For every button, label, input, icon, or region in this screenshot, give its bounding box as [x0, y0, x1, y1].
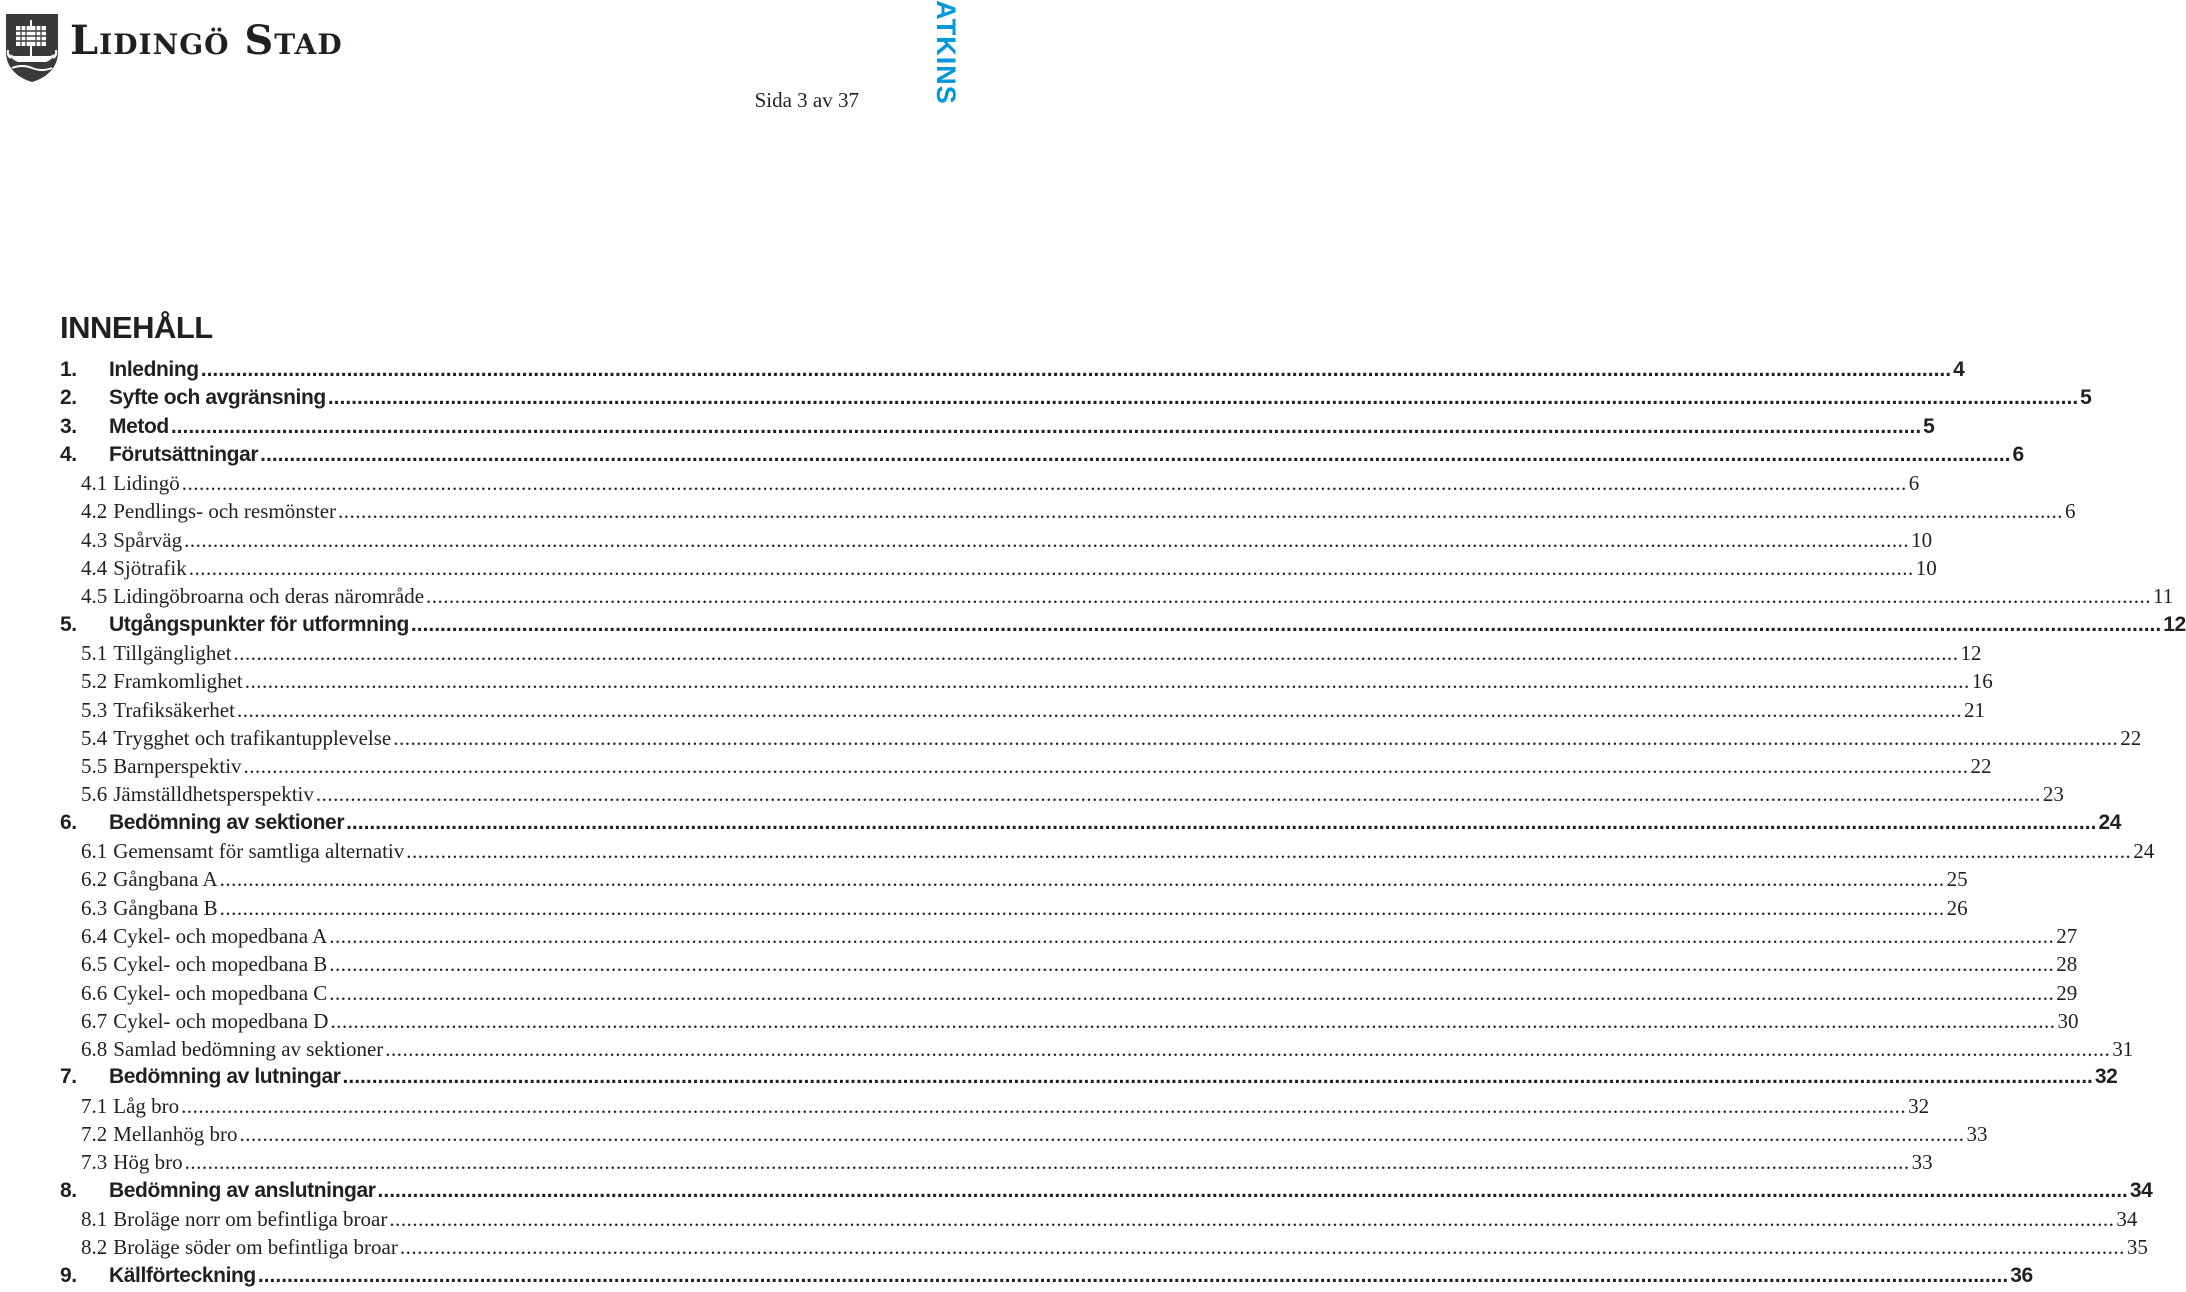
toc-dot-leader: ............................................................................................................................................................................................................................................................................................................: [426, 584, 2152, 609]
toc-entry-page: 26: [1946, 895, 1968, 920]
toc-dot-leader: ............................................................................................................................................................................................................................................................................................................: [338, 499, 2064, 524]
toc-entry-page: 23: [2042, 782, 2064, 807]
toc-entry-number: 5.5: [81, 754, 108, 779]
toc-entry-number: 5.2: [81, 669, 108, 694]
toc-entry-title: Samlad bedömning av sektioner: [113, 1037, 384, 1062]
toc-entry-page: 5: [1923, 414, 1935, 438]
toc-entry-page: 29: [2056, 980, 2078, 1005]
toc-dot-leader: ............................................................................................................................................................................................................................................................................................................: [329, 923, 2055, 948]
toc-dot-leader: ............................................................................................................................................................................................................................................................................................................: [329, 980, 2055, 1005]
toc-entry-number: 8.1: [81, 1206, 108, 1231]
toc-entry-number: 6.5: [81, 952, 108, 977]
toc-entry-number: 5.1: [81, 640, 108, 665]
toc-entry-6-2[interactable]: [60, 867, 1968, 895]
toc-entry-number: 5.: [60, 612, 77, 636]
toc-entry-4-3[interactable]: [60, 527, 1933, 556]
toc-entry-title: Bedömning av sektioner: [109, 810, 345, 834]
toc-entry-title: Jämställdhetsperspektiv: [113, 782, 314, 807]
toc-entry-2[interactable]: [60, 386, 2092, 414]
toc-entry-title: Cykel- och mopedbana C: [113, 980, 328, 1005]
toc-entry-4-4[interactable]: [60, 556, 1937, 584]
toc-dot-leader: ............................................................................................................................................................................................................................................................................................................: [188, 556, 1914, 581]
toc-heading: INNEHÅLL: [60, 310, 213, 345]
toc-entry-6-3[interactable]: [60, 895, 1968, 924]
lidingo-stad-logo: [4, 12, 343, 84]
toc-entry-5-2[interactable]: [60, 669, 1993, 697]
toc-entry-5[interactable]: [60, 612, 2186, 641]
toc-dot-leader: ............................................................................................................................................................................................................................................................................................................: [393, 725, 2119, 750]
toc-entry-title: Gångbana B: [113, 895, 218, 920]
toc-entry-title: Syfte och avgränsning: [109, 386, 326, 410]
toc-entry-8-1[interactable]: [60, 1206, 2138, 1235]
toc-entry-page: 12: [2163, 612, 2186, 636]
toc-entry-page: 30: [2057, 1008, 2079, 1033]
toc-entry-page: 33: [1966, 1122, 1988, 1147]
toc-entry-number: 5.6: [81, 782, 108, 807]
toc-entry-6-8[interactable]: [60, 1037, 2134, 1065]
toc-dot-leader: ............................................................................................................................................................................................................................................................................................................: [260, 442, 2011, 466]
toc-entry-page: 12: [1960, 640, 1982, 665]
toc-entry-page: 16: [1971, 669, 1993, 694]
toc-entry-number: 7.3: [81, 1150, 108, 1175]
table-of-contents: [60, 358, 2186, 1292]
atkins-logo-text: ATKINS: [930, 0, 961, 105]
toc-entry-number: 4.4: [81, 556, 108, 581]
toc-entry-title: Broläge norr om befintliga broar: [113, 1206, 388, 1231]
toc-entry-page: 33: [1911, 1150, 1933, 1175]
toc-entry-page: 35: [2126, 1235, 2148, 1260]
toc-entry-page: 10: [1915, 556, 1937, 581]
toc-entry-number: 8.2: [81, 1235, 108, 1260]
toc-dot-leader: ............................................................................................................................................................................................................................................................................................................: [389, 1206, 2115, 1231]
toc-entry-7[interactable]: [60, 1065, 2118, 1093]
toc-entry-number: 6.: [60, 810, 77, 834]
toc-dot-leader: ............................................................................................................................................................................................................................................................................................................: [219, 867, 1945, 892]
toc-dot-leader: ............................................................................................................................................................................................................................................................................................................: [377, 1178, 2128, 1202]
viking-ship-shield-icon: [4, 12, 60, 84]
toc-dot-leader: ............................................................................................................................................................................................................................................................................................................: [327, 386, 2079, 410]
toc-dot-leader: ............................................................................................................................................................................................................................................................................................................: [184, 1150, 1910, 1175]
toc-entry-page: 21: [1963, 697, 1985, 722]
toc-entry-4[interactable]: [60, 442, 2024, 471]
toc-entry-number: 6.4: [81, 923, 108, 948]
toc-entry-number: 3.: [60, 414, 77, 438]
toc-entry-7-3[interactable]: [60, 1150, 1933, 1178]
toc-entry-number: 8.: [60, 1178, 77, 1202]
toc-entry-8[interactable]: [60, 1178, 2153, 1207]
toc-entry-title: Tillgänglighet: [113, 640, 232, 665]
toc-entry-number: 5.3: [81, 697, 108, 722]
toc-entry-page: 31: [2112, 1037, 2134, 1062]
toc-entry-6-6[interactable]: [60, 980, 2078, 1009]
toc-entry-5-6[interactable]: [60, 782, 2064, 810]
toc-entry-page: 5: [2080, 386, 2092, 410]
toc-entry-title: Källförteckning: [109, 1263, 256, 1287]
toc-dot-leader: ............................................................................................................................................................................................................................................................................................................: [200, 358, 1952, 381]
toc-entry-title: Pendlings- och resmönster: [113, 499, 337, 524]
toc-dot-leader: ............................................................................................................................................................................................................................................................................................................: [410, 612, 2162, 636]
toc-dot-leader: ............................................................................................................................................................................................................................................................................................................: [236, 697, 1962, 722]
toc-dot-leader: ............................................................................................................................................................................................................................................................................................................: [329, 952, 2055, 977]
toc-entry-number: 4.2: [81, 499, 108, 524]
toc-entry-title: Lidingöbroarna och deras närområde: [113, 584, 425, 609]
toc-entry-5-4[interactable]: [60, 725, 2142, 754]
toc-entry-number: 6.2: [81, 867, 108, 892]
toc-entry-title: Utgångspunkter för utformning: [109, 612, 409, 636]
toc-entry-title: Bedömning av lutningar: [109, 1065, 341, 1089]
toc-entry-number: 7.1: [81, 1093, 108, 1118]
toc-entry-page: 6: [1908, 471, 1920, 496]
toc-entry-page: 6: [2012, 442, 2024, 466]
toc-entry-title: Broläge söder om befintliga broar: [113, 1235, 398, 1260]
toc-dot-leader: ............................................................................................................................................................................................................................................................................................................: [184, 527, 1910, 552]
toc-dot-leader: ............................................................................................................................................................................................................................................................................................................: [239, 1122, 1965, 1147]
toc-entry-9[interactable]: [60, 1263, 2033, 1292]
toc-dot-leader: ............................................................................................................................................................................................................................................................................................................: [219, 895, 1945, 920]
toc-entry-page: 11: [2153, 584, 2174, 609]
toc-entry-page: 36: [2010, 1263, 2033, 1287]
toc-entry-title: Trafiksäkerhet: [113, 697, 235, 722]
page-number-label: Sida 3 av 37: [754, 88, 859, 112]
toc-entry-title: Bedömning av anslutningar: [109, 1178, 376, 1202]
toc-entry-6[interactable]: [60, 810, 2121, 839]
toc-dot-leader: ............................................................................................................................................................................................................................................................................................................: [406, 839, 2132, 864]
toc-dot-leader: ............................................................................................................................................................................................................................................................................................................: [181, 1093, 1907, 1118]
toc-entry-5-3[interactable]: [60, 697, 1985, 726]
toc-entry-title: Metod: [109, 414, 169, 438]
toc-dot-leader: ............................................................................................................................................................................................................................................................................................................: [244, 669, 1970, 694]
atkins-logo: [930, 0, 961, 105]
toc-entry-number: 1.: [60, 358, 77, 381]
toc-entry-7-2[interactable]: [60, 1122, 1988, 1150]
toc-entry-page: 4: [1953, 358, 1965, 381]
toc-dot-leader: ............................................................................................................................................................................................................................................................................................................: [330, 1008, 2056, 1033]
toc-entry-title: Spårväg: [113, 527, 183, 552]
toc-entry-title: Cykel- och mopedbana B: [113, 952, 328, 977]
toc-dot-leader: ............................................................................................................................................................................................................................................................................................................: [346, 810, 2097, 834]
toc-entry-title: Barnperspektiv: [113, 754, 242, 779]
toc-entry-page: 10: [1911, 527, 1933, 552]
toc-dot-leader: ............................................................................................................................................................................................................................................................................................................: [257, 1263, 2009, 1287]
toc-entry-1[interactable]: [60, 358, 1965, 386]
toc-entry-title: Trygghet och trafikantupplevelse: [113, 725, 392, 750]
toc-entry-page: 28: [2056, 952, 2078, 977]
toc-entry-6-4[interactable]: [60, 923, 2078, 952]
toc-dot-leader: ............................................................................................................................................................................................................................................................................................................: [243, 754, 1969, 779]
toc-dot-leader: ............................................................................................................................................................................................................................................................................................................: [385, 1037, 2111, 1062]
toc-entry-title: Cykel- och mopedbana A: [113, 923, 328, 948]
toc-entry-page: 34: [2116, 1206, 2138, 1231]
toc-entry-title: Gångbana A: [113, 867, 218, 892]
toc-entry-page: 25: [1946, 867, 1968, 892]
toc-entry-page: 22: [1970, 754, 1992, 779]
toc-dot-leader: ............................................................................................................................................................................................................................................................................................................: [315, 782, 2041, 807]
toc-entry-page: 32: [1908, 1093, 1930, 1118]
org-name: Lidingö Stad: [70, 17, 343, 64]
toc-entry-title: Hög bro: [113, 1150, 183, 1175]
toc-dot-leader: ............................................................................................................................................................................................................................................................................................................: [342, 1065, 2093, 1089]
toc-entry-title: Låg bro: [113, 1093, 180, 1118]
toc-entry-number: 4.1: [81, 471, 108, 496]
toc-entry-title: Mellanhög bro: [113, 1122, 238, 1147]
toc-entry-page: 34: [2129, 1178, 2153, 1202]
toc-entry-number: 4.3: [81, 527, 108, 552]
toc-entry-page: 22: [2120, 725, 2142, 750]
toc-entry-5-5[interactable]: [60, 754, 1992, 782]
toc-entry-number: 5.4: [81, 725, 108, 750]
toc-entry-8-2[interactable]: [60, 1235, 2148, 1263]
toc-entry-number: 4.: [60, 442, 77, 466]
toc-entry-title: Gemensamt för samtliga alternativ: [113, 839, 405, 864]
toc-entry-6-7[interactable]: [60, 1008, 2079, 1037]
toc-entry-number: 6.3: [81, 895, 108, 920]
toc-entry-title: Sjötrafik: [113, 556, 187, 581]
toc-entry-4-1[interactable]: [60, 471, 1920, 499]
toc-entry-6-5[interactable]: [60, 952, 2078, 980]
toc-entry-number: 4.5: [81, 584, 108, 609]
toc-dot-leader: ............................................................................................................................................................................................................................................................................................................: [170, 414, 1922, 438]
toc-entry-6-1[interactable]: [60, 839, 2155, 867]
toc-entry-title: Lidingö: [113, 471, 180, 496]
toc-entry-5-1[interactable]: [60, 640, 1982, 669]
toc-entry-number: 6.7: [81, 1008, 108, 1033]
toc-entry-4-2[interactable]: [60, 499, 2076, 527]
toc-entry-page: 24: [2133, 839, 2155, 864]
toc-entry-4-5[interactable]: [60, 584, 2174, 612]
toc-entry-number: 2.: [60, 386, 77, 410]
toc-entry-title: Inledning: [109, 358, 199, 381]
toc-entry-3[interactable]: [60, 414, 1935, 443]
toc-entry-number: 6.8: [81, 1037, 108, 1062]
toc-entry-page: 24: [2098, 810, 2121, 834]
toc-entry-page: 27: [2056, 923, 2078, 948]
toc-entry-page: 6: [2065, 499, 2076, 524]
toc-entry-title: Förutsättningar: [109, 442, 259, 466]
toc-entry-title: Framkomlighet: [113, 669, 243, 694]
toc-entry-number: 7.2: [81, 1122, 108, 1147]
toc-entry-number: 9.: [60, 1263, 77, 1287]
toc-dot-leader: ............................................................................................................................................................................................................................................................................................................: [233, 640, 1959, 665]
toc-dot-leader: ............................................................................................................................................................................................................................................................................................................: [181, 471, 1907, 496]
toc-entry-page: 32: [2094, 1065, 2118, 1089]
toc-entry-number: 7.: [60, 1065, 77, 1089]
toc-entry-number: 6.1: [81, 839, 108, 864]
toc-entry-7-1[interactable]: [60, 1093, 1930, 1122]
toc-entry-number: 6.6: [81, 980, 108, 1005]
toc-dot-leader: ............................................................................................................................................................................................................................................................................................................: [399, 1235, 2125, 1260]
toc-entry-title: Cykel- och mopedbana D: [113, 1008, 329, 1033]
